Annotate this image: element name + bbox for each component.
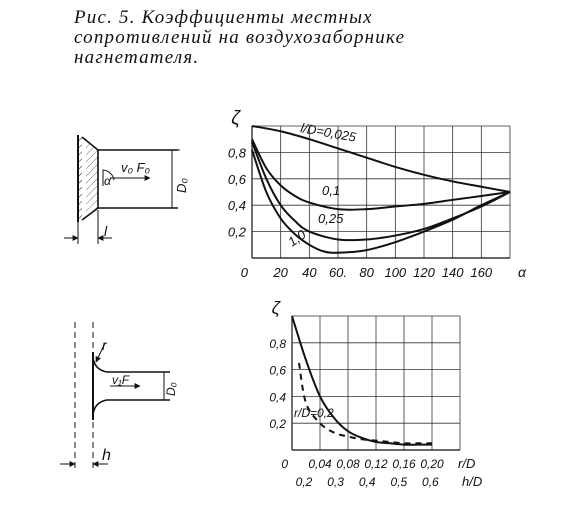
series-line-1 bbox=[252, 126, 510, 192]
length-label: l bbox=[104, 223, 108, 239]
y-tick-label: 0,8 bbox=[227, 145, 246, 161]
y-tick-label: 0,6 bbox=[269, 363, 286, 378]
x2-tick-label: 0,4 bbox=[358, 475, 376, 489]
y-tick-label: 0,4 bbox=[227, 198, 246, 214]
x-tick-label: 160 bbox=[470, 265, 493, 280]
diameter-label-2: D₀ bbox=[164, 382, 178, 396]
chart-annotation: r/D=0,2 bbox=[294, 406, 334, 420]
x-tick-label: 0 bbox=[281, 457, 288, 471]
diagram-conical-inlet bbox=[64, 135, 189, 244]
x2-tick-label: 0,2 bbox=[295, 475, 313, 489]
y-tick-label: 0,2 bbox=[227, 224, 246, 240]
diagram-rounded-inlet bbox=[60, 322, 178, 470]
x-tick-label: 0,08 bbox=[336, 457, 360, 471]
series-line-1 bbox=[292, 316, 432, 445]
series-line-2 bbox=[299, 363, 432, 443]
x-axis-label: α bbox=[518, 264, 526, 280]
y-axis-label: ζ bbox=[271, 298, 280, 318]
x2-axis-label: h/D bbox=[462, 474, 483, 489]
gap-label: h bbox=[102, 447, 111, 464]
series-label-1: l/D=0,025 bbox=[299, 120, 358, 145]
radius-label: r bbox=[102, 337, 107, 353]
y-tick-label: 0,6 bbox=[227, 171, 246, 187]
series-line-3 bbox=[252, 142, 510, 240]
velocity-area-label-2: v₁F bbox=[112, 373, 130, 387]
x-tick-label: 80 bbox=[359, 265, 374, 280]
x-tick-label: 100 bbox=[384, 265, 407, 280]
y-tick-label: 0,2 bbox=[269, 417, 286, 432]
diameter-label: D₀ bbox=[174, 178, 189, 193]
x-axis-label: r/D bbox=[458, 456, 476, 471]
x2-tick-label: 0,5 bbox=[390, 475, 408, 489]
chart-conical-inlet bbox=[228, 108, 527, 280]
x2-tick-label: 0,3 bbox=[327, 475, 344, 489]
angle-label: α bbox=[104, 174, 111, 188]
x-tick-label: 0,16 bbox=[392, 457, 416, 471]
series-line-2 bbox=[252, 139, 510, 210]
x-tick-label: 140 bbox=[441, 265, 464, 280]
x-tick-label: 0 bbox=[240, 265, 248, 280]
x2-tick-label: 0,6 bbox=[422, 475, 439, 489]
x-tick-label: 0,20 bbox=[420, 457, 444, 471]
x-tick-label: 0,12 bbox=[364, 457, 388, 471]
x-tick-label: 40 bbox=[302, 265, 317, 280]
y-tick-label: 0,8 bbox=[269, 336, 286, 351]
figure-caption: Рис. 5. Коэффициенты местных сопротивлений на воздухозаборнике нагнетателя. bbox=[74, 7, 406, 68]
y-tick-label: 0,4 bbox=[269, 390, 286, 405]
x-tick-label: 20 bbox=[273, 265, 288, 280]
x-tick-label: 120 bbox=[413, 265, 435, 280]
x-tick-label: 60. bbox=[328, 265, 348, 280]
series-label-3: 0,25 bbox=[318, 211, 344, 226]
velocity-area-label: v₀ F₀ bbox=[121, 160, 151, 175]
chart-rounded-inlet bbox=[269, 298, 482, 489]
series-label-2: 0,1 bbox=[322, 183, 341, 198]
x-tick-label: 0,04 bbox=[308, 457, 332, 471]
y-axis-label: ζ bbox=[231, 108, 240, 129]
series-label-4: 1,0 bbox=[285, 226, 309, 250]
